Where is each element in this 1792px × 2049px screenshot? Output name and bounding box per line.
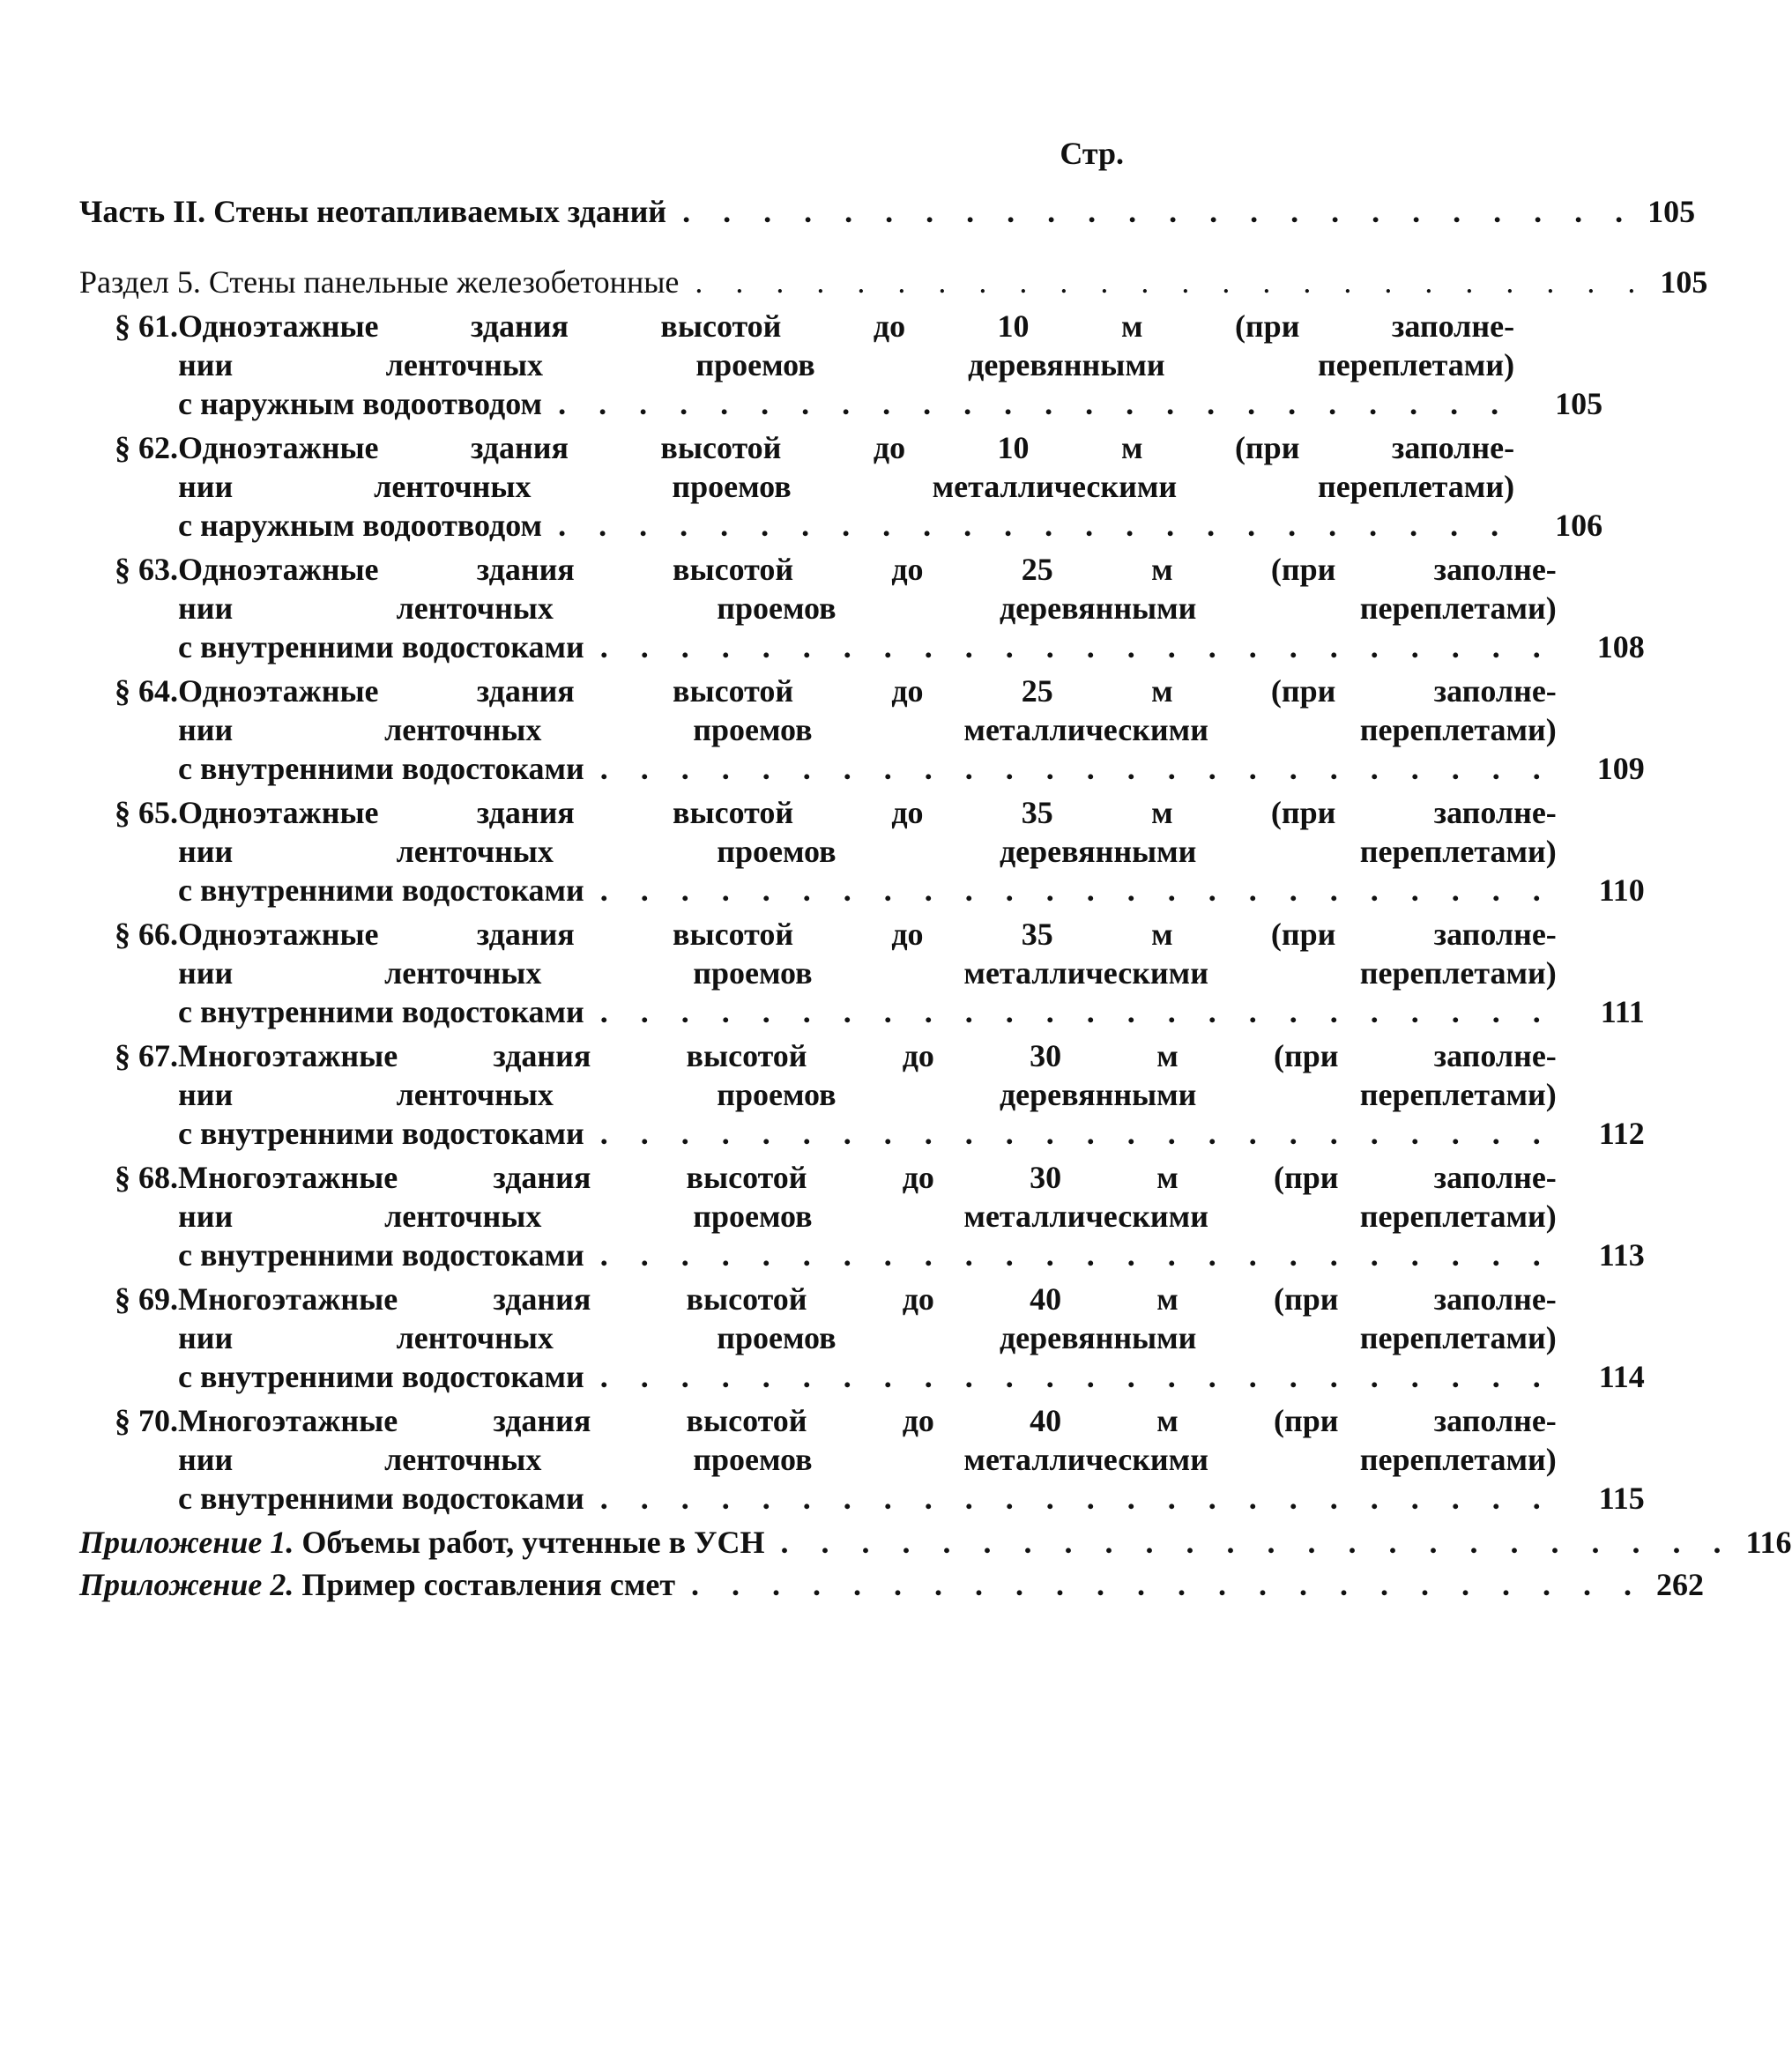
item-line: нии ленточных проемов деревянными переплетами) <box>178 834 1557 869</box>
leader-dots: . . . . . . . . . . . . . . . . . . . . . . . . <box>599 751 1553 786</box>
item-line: Многоэтажные здания высотой до 40 м (при заполне- <box>178 1403 1557 1438</box>
toc-item <box>79 550 1645 666</box>
paragraph-number: § 70. <box>115 1403 178 1438</box>
toc-appendix-row <box>79 1565 1705 1604</box>
paragraph-number: § 68. <box>115 1160 178 1195</box>
leader-dots: . . . . . . . . . . . . . . . . . . . . . . . . <box>558 508 1512 543</box>
page-number: 114 <box>1598 1359 1645 1394</box>
page-number: 111 <box>1600 994 1645 1029</box>
item-last-line <box>178 627 1645 666</box>
item-line: нии ленточных проемов металлическими переплетами) <box>178 1199 1557 1234</box>
page-number: 109 <box>1596 751 1645 786</box>
item-line: с внутренними водостоками <box>178 1116 584 1151</box>
item-last-line <box>178 1357 1645 1396</box>
item-last-line <box>178 992 1645 1031</box>
page-number: 262 <box>1656 1567 1705 1602</box>
paragraph-number: § 62. <box>115 430 178 465</box>
toc-appendix-row <box>79 1523 1792 1562</box>
item-line: с внутренними водостоками <box>178 629 584 664</box>
toc-item <box>79 793 1645 909</box>
item-last-line <box>178 1479 1645 1518</box>
item-body <box>178 1158 1645 1274</box>
item-line: с внутренними водостоками <box>178 872 584 908</box>
leader-dots: . . . . . . . . . . . . . . . . . . . . . . . . <box>599 1359 1553 1394</box>
item-body <box>178 793 1645 909</box>
appendix-entry <box>79 1523 765 1562</box>
toc-item <box>79 672 1645 788</box>
paragraph-number: § 67. <box>115 1038 178 1073</box>
leader-dots: . . . . . . . . . . . . . . . . . . . . . . . . <box>691 1567 1645 1602</box>
appendix-entry <box>79 1565 675 1604</box>
page-number: 108 <box>1596 629 1645 664</box>
paragraph-number: § 65. <box>115 795 178 830</box>
page-number: 105 <box>1660 264 1708 300</box>
item-line: Многоэтажные здания высотой до 30 м (при заполне- <box>178 1038 1557 1073</box>
item-line: нии ленточных проемов деревянными переплетами) <box>178 1077 1557 1112</box>
toc-item <box>79 428 1603 545</box>
appendix-title: Пример составления смет <box>301 1567 676 1602</box>
table-of-contents <box>79 132 1792 1604</box>
item-last-line <box>178 1236 1645 1274</box>
appendix-label: Приложение 1. <box>79 1525 294 1560</box>
item-last-line <box>178 384 1602 423</box>
item-line: Одноэтажные здания высотой до 25 м (при заполне- <box>178 552 1557 587</box>
item-body <box>178 1401 1645 1518</box>
item-line: нии ленточных проемов металлическими переплетами) <box>178 469 1515 504</box>
item-last-line <box>178 1114 1645 1153</box>
page-number: 115 <box>1598 1481 1645 1516</box>
leader-dots: . . . . . . . . . . . . . . . . . . . . . . . . <box>599 872 1553 908</box>
page-number: 116 <box>1745 1525 1792 1560</box>
leader-dots: . . . . . . . . . . . . . . . . . . . . . . . . <box>780 1525 1734 1560</box>
appendix-title: Объемы работ, учтенные в УСН <box>301 1525 765 1560</box>
toc-item <box>79 1036 1645 1153</box>
toc-item <box>79 1280 1645 1396</box>
page-number: 112 <box>1598 1116 1645 1151</box>
item-line: с внутренними водостоками <box>178 751 584 786</box>
item-last-line <box>178 506 1602 545</box>
item-last-line <box>178 749 1645 788</box>
leader-dots: . . . . . . . . . . . . . . . . . . . . . . . . <box>682 194 1636 229</box>
page-number: 105 <box>1555 386 1603 421</box>
item-line: Многоэтажные здания высотой до 30 м (при заполне- <box>178 1160 1557 1195</box>
leader-dots: . . . . . . . . . . . . . . . . . . . . . . . . <box>599 1481 1553 1516</box>
item-line: нии ленточных проемов деревянными переплетами) <box>178 1320 1557 1355</box>
item-body <box>178 428 1602 545</box>
leader-dots: . . . . . . . . . . . . . . . . . . . . . . . . <box>558 386 1512 421</box>
item-line: нии ленточных проемов металлическими переплетами) <box>178 1442 1557 1477</box>
item-body <box>178 1036 1645 1153</box>
appendix-label: Приложение 2. <box>79 1567 294 1602</box>
item-line: с внутренними водостоками <box>178 1237 584 1273</box>
leader-dots: . . . . . . . . . . . . . . . . . . . . . . . . <box>599 1237 1553 1273</box>
toc-item <box>79 1158 1645 1274</box>
item-line: Одноэтажные здания высотой до 10 м (при заполне- <box>178 430 1515 465</box>
paragraph-number: § 61. <box>115 308 178 344</box>
item-line: с наружным водоотводом <box>178 386 543 421</box>
item-line: с наружным водоотводом <box>178 508 543 543</box>
item-body <box>178 307 1602 423</box>
page-number: 113 <box>1598 1237 1645 1273</box>
item-line: нии ленточных проемов металлическими переплетами) <box>178 955 1557 991</box>
paragraph-number: § 66. <box>115 917 178 952</box>
item-line: Одноэтажные здания высотой до 25 м (при заполне- <box>178 673 1557 709</box>
item-line: с внутренними водостоками <box>178 1481 584 1516</box>
paragraph-number: § 69. <box>115 1281 178 1317</box>
item-line: Многоэтажные здания высотой до 40 м (при заполне- <box>178 1281 1557 1317</box>
page-number: 105 <box>1647 194 1696 229</box>
page-column-header: Стр. <box>1060 136 1124 171</box>
item-body <box>178 672 1645 788</box>
leader-dots: . . . . . . . . . . . . . . . . . . . . . . . . <box>599 1116 1553 1151</box>
paragraph-number: § 63. <box>115 552 178 587</box>
toc-item <box>79 307 1603 423</box>
page-number: 106 <box>1555 508 1603 543</box>
item-last-line <box>178 871 1645 909</box>
item-body <box>178 550 1645 666</box>
toc-item <box>79 915 1645 1031</box>
item-line: с внутренними водостоками <box>178 994 584 1029</box>
item-line: нии ленточных проемов деревянными переплетами) <box>178 590 1557 626</box>
item-body <box>178 1280 1645 1396</box>
section-title: Раздел 5. Стены панельные железобетонные <box>79 264 680 300</box>
item-line: Одноэтажные здания высотой до 10 м (при заполне- <box>178 308 1515 344</box>
toc-item <box>79 1401 1645 1518</box>
item-body <box>178 915 1645 1031</box>
leader-dots: . . . . . . . . . . . . . . . . . . . . . . . . <box>695 264 1648 300</box>
toc-part-row <box>79 192 1696 231</box>
item-line: Одноэтажные здания высотой до 35 м (при заполне- <box>178 917 1557 952</box>
toc-section-row <box>79 263 1708 301</box>
item-line: нии ленточных проемов металлическими переплетами) <box>178 712 1557 747</box>
leader-dots: . . . . . . . . . . . . . . . . . . . . . . . . <box>599 994 1553 1029</box>
part-title: Часть II. Стены неотапливаемых зданий <box>79 194 667 229</box>
item-line: нии ленточных проемов деревянными переплетами) <box>178 347 1515 382</box>
page-number: 110 <box>1598 872 1645 908</box>
paragraph-number: § 64. <box>115 673 178 709</box>
item-line: с внутренними водостоками <box>178 1359 584 1394</box>
leader-dots: . . . . . . . . . . . . . . . . . . . . . . . . <box>599 629 1553 664</box>
toc-items <box>79 307 1645 1518</box>
item-line: Одноэтажные здания высотой до 35 м (при заполне- <box>178 795 1557 830</box>
